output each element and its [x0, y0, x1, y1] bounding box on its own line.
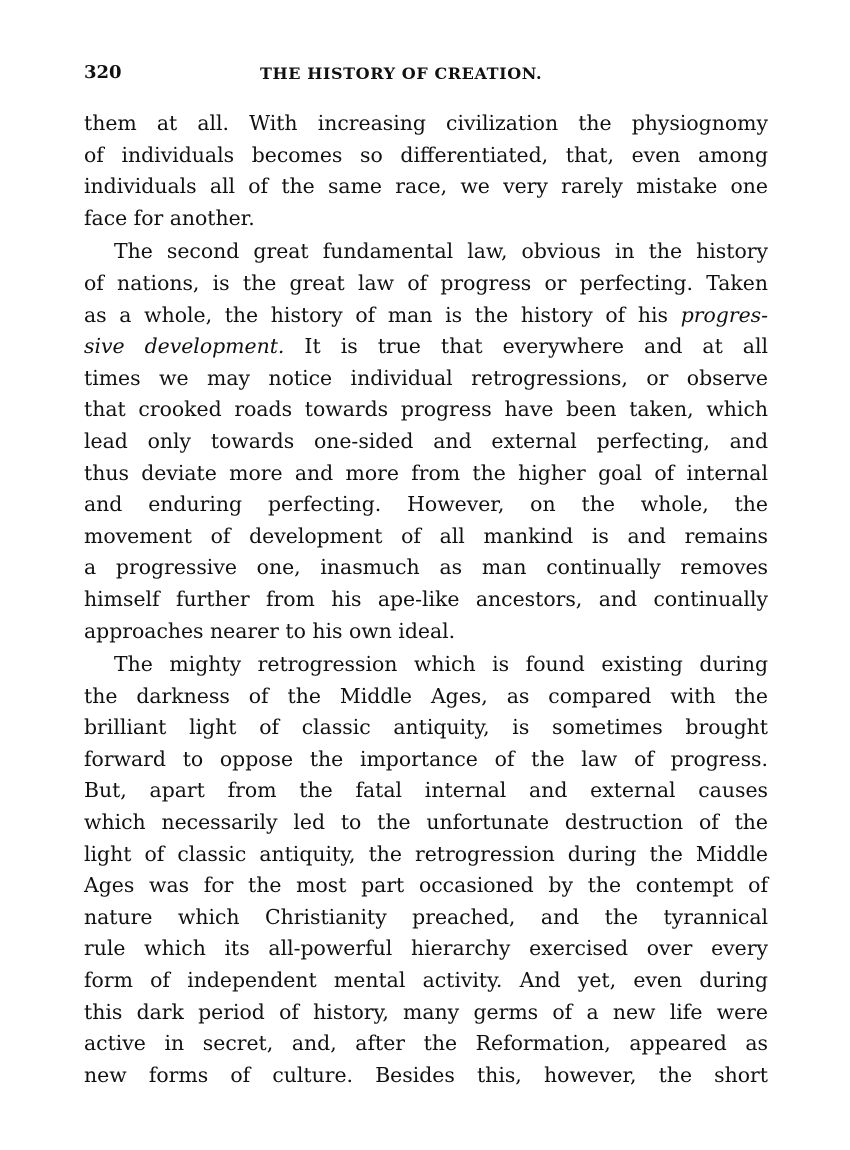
- text-line: nature which Christianity preached, and the tyrannical: [84, 904, 768, 929]
- text-line: forward to oppose the importance of the law of progress.: [84, 746, 768, 771]
- text-line: a progressive one, inasmuch as man continually removes: [84, 555, 768, 580]
- text-line: approaches nearer to his own ideal.: [84, 618, 456, 643]
- text-line: light of classic antiquity, the retrogression during the Middle: [84, 841, 768, 866]
- paragraph-1: [84, 108, 768, 234]
- text-line: of nations, is the great law of progress or perfecting. Taken: [84, 270, 768, 295]
- text-line: The second great fundamental law, obvious in the history: [114, 239, 768, 264]
- text-line: them at all. With increasing civilization the physiognomy: [84, 111, 768, 135]
- text-segment: It is true that everywhere and at all: [304, 334, 768, 359]
- text-line: But, apart from the fatal internal and external causes: [84, 778, 768, 803]
- text-line: form of independent mental activity. And yet, even during: [84, 968, 768, 993]
- text-line: the darkness of the Middle Ages, as compared with the: [84, 683, 768, 708]
- text-line: new forms of culture. Besides this, however, the short: [84, 1062, 768, 1087]
- text-line: which necessarily led to the unfortunate destruction of the: [84, 810, 768, 835]
- text-line: The mighty retrogression which is found existing during: [114, 652, 768, 677]
- page-number: 320: [84, 62, 122, 83]
- text-line: Ages was for the most part occasioned by the contempt of: [84, 873, 768, 898]
- text-line: of individuals becomes so differentiated, that, even among: [84, 142, 768, 167]
- text-line: rule which its all-powerful hierarchy exercised over every: [84, 936, 768, 961]
- text-line: [84, 300, 768, 332]
- text-line: movement of development of all mankind is and remains: [84, 523, 768, 548]
- italic-phrase: sive development.: [84, 334, 285, 359]
- text-segment: as a whole, the history of man is the history of his: [84, 302, 668, 327]
- text-line: himself further from his ape-like ancestors, and continually: [84, 586, 768, 611]
- book-page: [84, 58, 768, 1091]
- running-title: THE HISTORY OF CREATION.: [260, 64, 543, 83]
- text-line: active in secret, and, after the Reformation, appeared as: [84, 1031, 768, 1056]
- text-line: times we may notice individual retrogressions, or observe: [84, 365, 768, 390]
- text-line: this dark period of history, many germs of a new life were: [84, 999, 768, 1024]
- paragraph-2: [84, 236, 768, 647]
- text-line: that crooked roads towards progress have been taken, which: [84, 397, 768, 422]
- running-head: [84, 58, 768, 90]
- text-line: and enduring perfecting. However, on the whole, the: [84, 492, 768, 517]
- text-line: thus deviate more and more from the higher goal of internal: [84, 460, 768, 485]
- body-text: [84, 108, 768, 1091]
- text-line: brilliant light of classic antiquity, is sometimes brought: [84, 715, 768, 740]
- text-line: face for another.: [84, 205, 255, 230]
- italic-phrase: progres-: [680, 302, 768, 327]
- text-line: individuals all of the same race, we very rarely mistake one: [84, 174, 768, 199]
- text-line: lead only towards one-sided and external perfecting, and: [84, 428, 768, 453]
- paragraph-3: [84, 649, 768, 1091]
- text-line: [84, 331, 768, 363]
